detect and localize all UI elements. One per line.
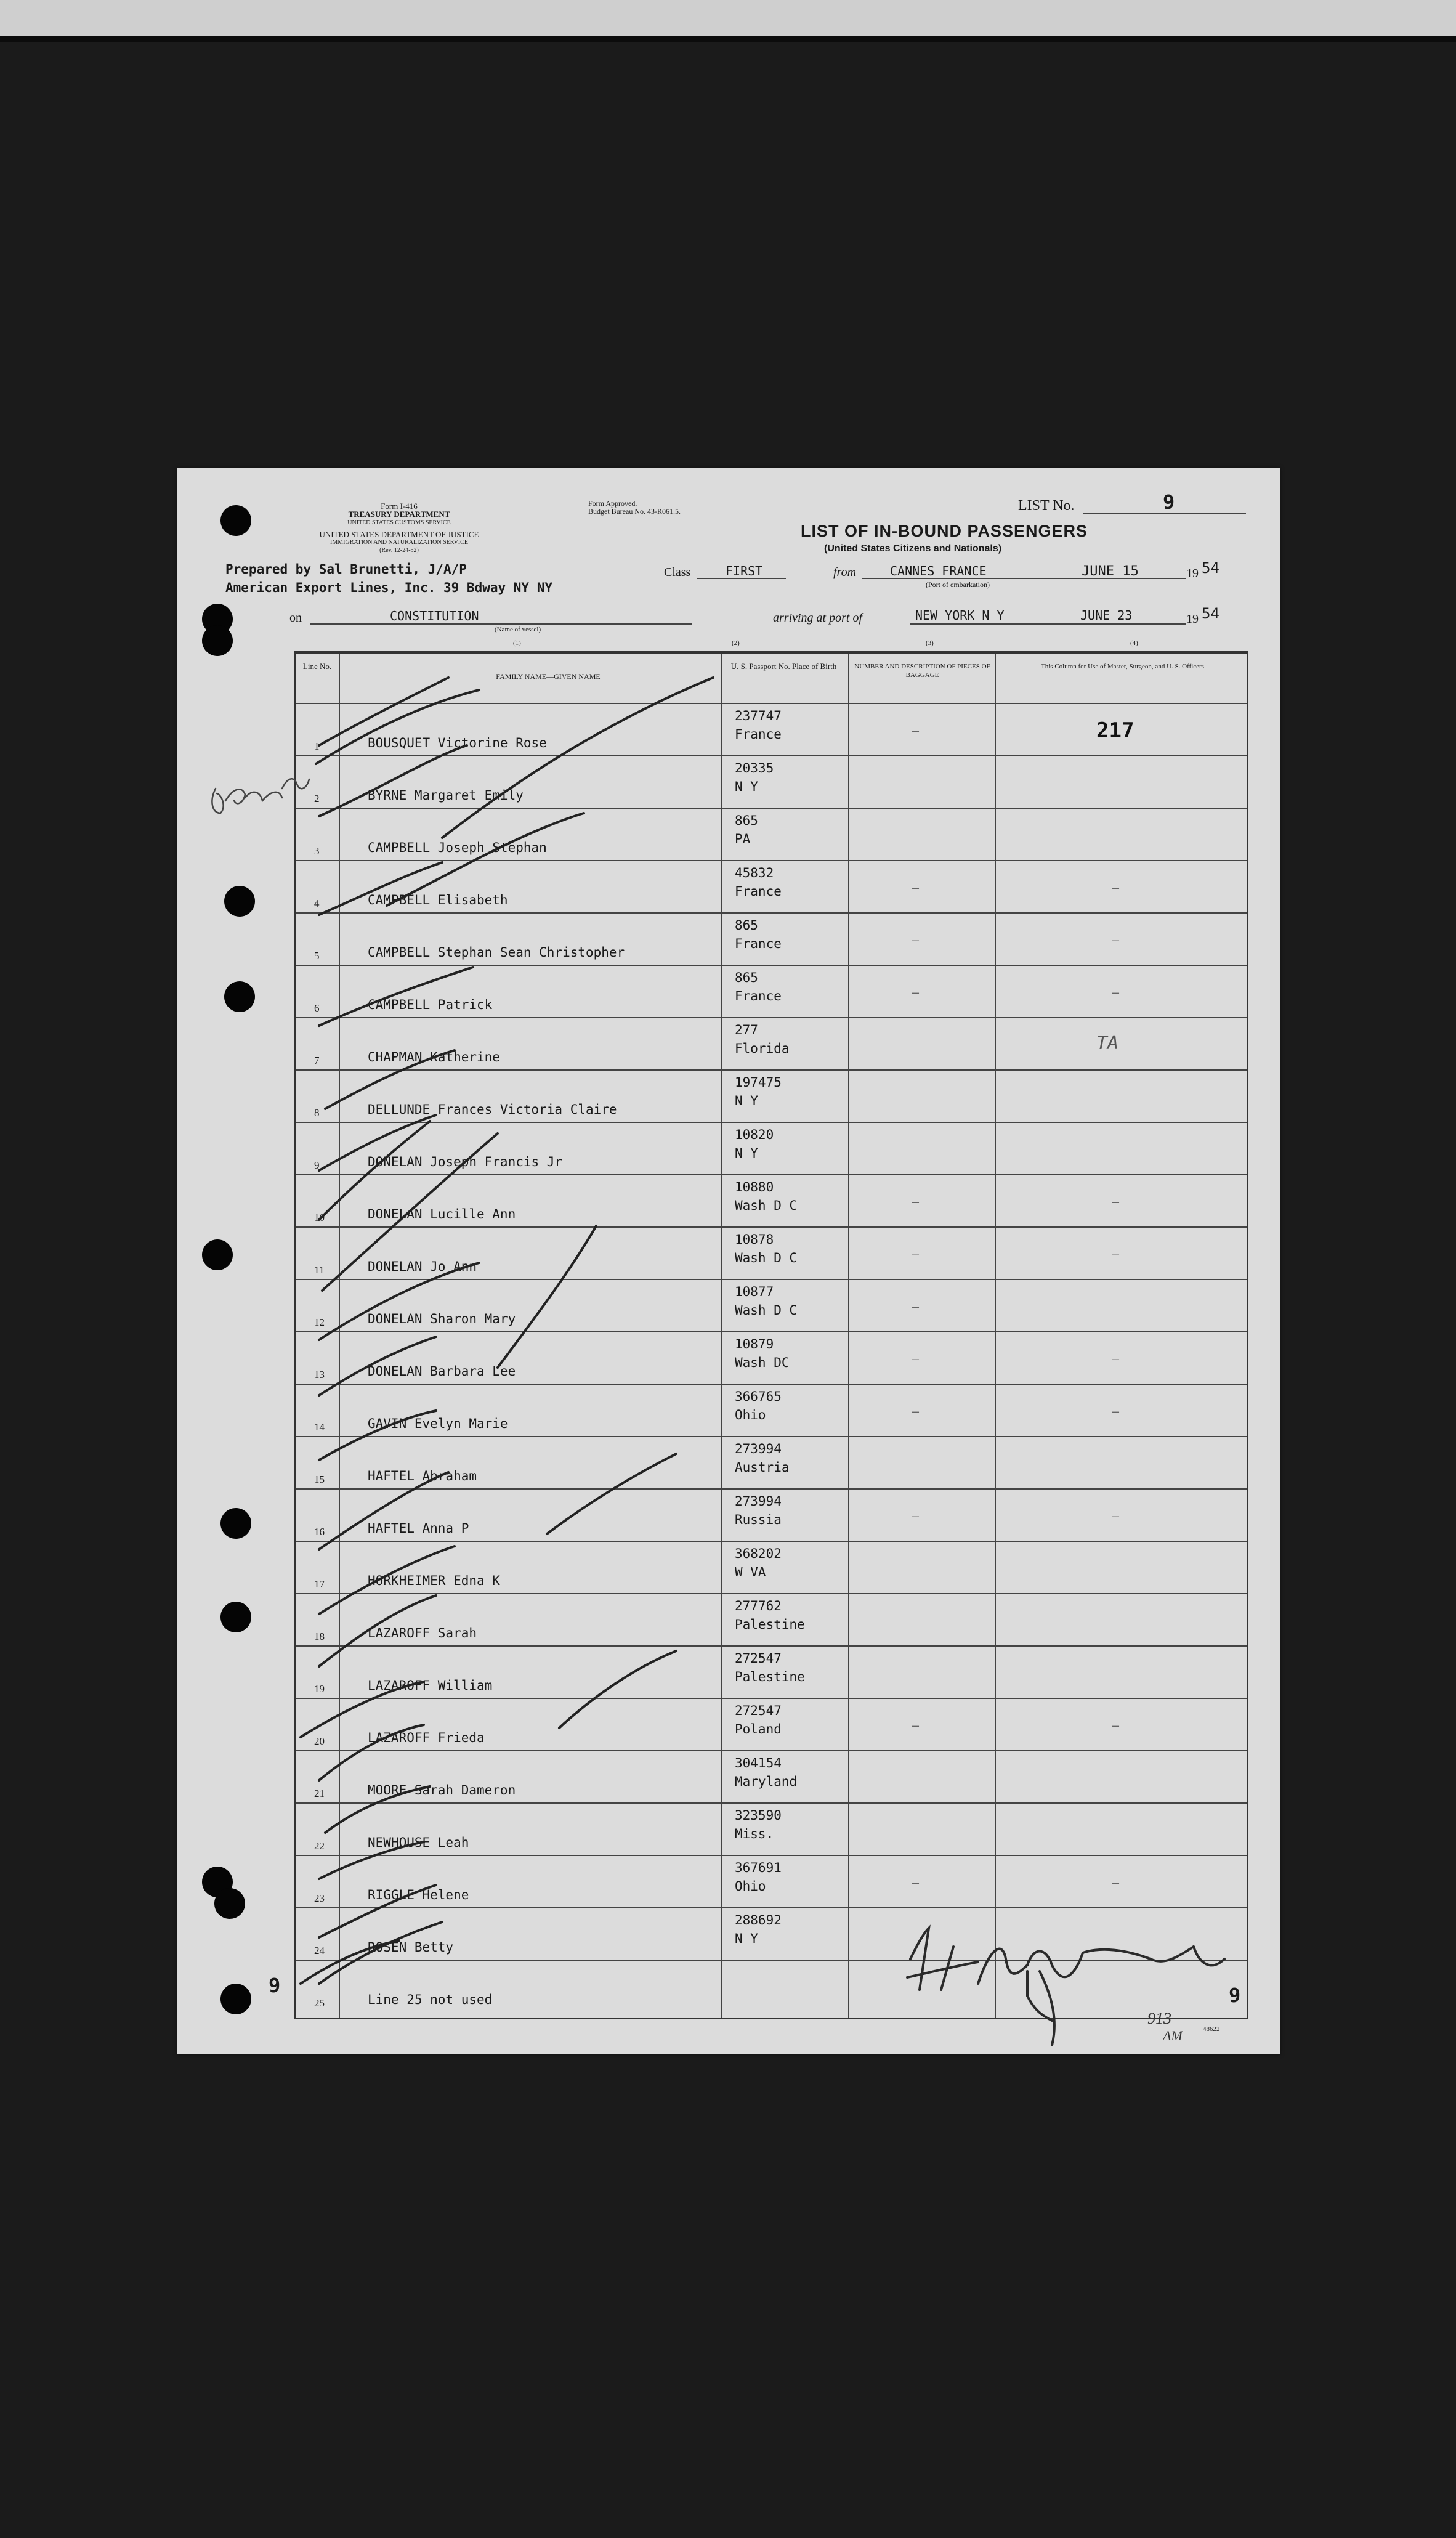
officer-dash: – — [1112, 1351, 1120, 1366]
from-label: from — [833, 566, 857, 579]
check-stroke — [319, 1842, 424, 1879]
place-of-birth: France — [735, 884, 782, 899]
check-stroke — [319, 1121, 430, 1220]
officer-dash: – — [1112, 984, 1120, 1000]
passenger-name: CAMPBELL Elisabeth — [368, 893, 508, 907]
officer-dash: – — [1112, 1508, 1120, 1523]
passenger-name: GAVIN Evelyn Marie — [368, 1416, 508, 1431]
line-number: 22 — [314, 1840, 325, 1852]
class-label: Class — [664, 566, 691, 579]
line-number: 25 — [314, 1997, 325, 2009]
page-title: LIST OF IN-BOUND PASSENGERS — [801, 522, 1088, 540]
line-number: 23 — [314, 1892, 325, 1904]
check-stroke — [301, 1940, 399, 1984]
passenger-name: CHAPMAN Katherine — [368, 1050, 500, 1064]
passenger-name: Line 25 not used — [368, 1992, 493, 2007]
prepared-by: Prepared by Sal Brunetti, J/A/P — [225, 562, 467, 577]
place-of-birth: Russia — [735, 1512, 782, 1527]
passenger-name: DONELAN Sharon Mary — [368, 1312, 516, 1326]
passport-number: 237747 — [735, 708, 782, 723]
passenger-name: CAMPBELL Patrick — [368, 997, 493, 1012]
line-number: 13 — [314, 1369, 325, 1380]
officer-dash: – — [1112, 1246, 1120, 1262]
line-number: 3 — [314, 845, 320, 857]
check-stroke — [316, 690, 479, 764]
check-stroke — [319, 1725, 424, 1780]
on-label: on — [289, 611, 302, 625]
passenger-name: DONELAN Joseph Francis Jr — [368, 1154, 563, 1169]
officer-signature — [907, 1928, 1224, 2045]
baggage-dash: – — [912, 723, 920, 738]
margin-number-left: 9 — [269, 1974, 281, 1997]
officer-dash: – — [1112, 880, 1120, 895]
check-stroke — [319, 862, 442, 915]
passport-number: 367691 — [735, 1860, 782, 1875]
line-number: 11 — [314, 1264, 325, 1276]
col-header-officers: This Column for Use of Master, Surgeon, and U. S. Officers — [1041, 663, 1204, 670]
vessel-name: CONSTITUTION — [390, 609, 479, 623]
check-stroke — [319, 1263, 479, 1340]
place-of-birth: N Y — [735, 1146, 758, 1161]
officer-dash: – — [1112, 1194, 1120, 1209]
line-number: 15 — [314, 1474, 325, 1485]
officer-dash: – — [1112, 1403, 1120, 1419]
year-prefix: 19 — [1186, 612, 1199, 626]
check-stroke — [387, 813, 584, 906]
passenger-name: BOUSQUET Victorine Rose — [368, 736, 547, 750]
embarkation-caption: (Port of embarkation) — [926, 580, 990, 589]
departure-date: JUNE 15 — [1082, 564, 1139, 579]
ins-service: IMMIGRATION AND NATURALIZATION SERVICE — [330, 539, 468, 546]
place-of-birth: N Y — [735, 1093, 758, 1108]
passenger-name: ROSEN Betty — [368, 1940, 454, 1955]
check-stroke — [325, 1786, 430, 1833]
line-number: 17 — [314, 1578, 325, 1590]
passport-number: 10878 — [735, 1232, 774, 1247]
line-number: 2 — [314, 793, 320, 805]
line-number: 5 — [314, 950, 320, 962]
check-stroke — [319, 1546, 455, 1614]
check-stroke — [319, 1337, 436, 1395]
form-number: Form I-416 — [381, 501, 418, 511]
line-number: 12 — [314, 1316, 325, 1328]
baggage-dash: – — [912, 1508, 920, 1523]
officer-note: 217 — [1096, 718, 1134, 743]
passenger-name: DONELAN Barbara Lee — [368, 1364, 516, 1379]
embarkation-port: CANNES FRANCE — [890, 564, 987, 578]
place-of-birth: Austria — [735, 1460, 790, 1475]
line-number: 14 — [314, 1421, 325, 1433]
col-num-2: (2) — [732, 639, 740, 647]
place-of-birth: N Y — [735, 1931, 758, 1946]
passport-number: 277762 — [735, 1599, 782, 1613]
line-number: 1 — [314, 740, 320, 752]
line-number: 8 — [314, 1107, 320, 1119]
passport-number: 272547 — [735, 1651, 782, 1666]
line-number: 19 — [314, 1683, 325, 1695]
shipping-company: American Export Lines, Inc. 39 Bdway NY NY — [225, 580, 553, 595]
passenger-name: LAZAROFF William — [368, 1678, 493, 1693]
margin-number-right: 9 — [1229, 1984, 1241, 2007]
col-header-baggage: NUMBER AND DESCRIPTION OF PIECES OF BAGGAGE — [854, 663, 990, 679]
baggage-dash: – — [912, 880, 920, 895]
list-number: 9 — [1163, 490, 1175, 514]
passenger-name: LAZAROFF Sarah — [368, 1626, 477, 1640]
justice-department: UNITED STATES DEPARTMENT OF JUSTICE — [319, 530, 479, 539]
line-number: 4 — [314, 898, 320, 909]
place-of-birth: Palestine — [735, 1617, 805, 1632]
place-of-birth: France — [735, 936, 782, 951]
arriving-label: arriving at port of — [773, 611, 863, 625]
passport-number: 20335 — [735, 761, 774, 776]
passport-number: 865 — [735, 970, 758, 985]
passenger-name: CAMPBELL Joseph Stephan — [368, 840, 547, 855]
officer-dash: – — [1112, 1717, 1120, 1733]
officer-note: TA — [1096, 1032, 1119, 1054]
line-number: 20 — [314, 1735, 325, 1747]
class-value: FIRST — [726, 564, 763, 578]
place-of-birth: France — [735, 989, 782, 1003]
col-header-passport: U. S. Passport No. Place of Birth — [730, 662, 837, 671]
passport-number: 323590 — [735, 1808, 782, 1823]
passenger-name: MOORE Sarah Dameron — [368, 1783, 516, 1798]
check-stroke — [498, 1226, 596, 1368]
place-of-birth: N Y — [735, 779, 758, 794]
form-revision: (Rev. 12-24-52) — [379, 547, 419, 554]
baggage-dash: – — [912, 1717, 920, 1733]
passport-number: 45832 — [735, 866, 774, 880]
passport-number: 304154 — [735, 1756, 782, 1770]
check-stroke — [319, 745, 467, 816]
passenger-name: DONELAN Jo Ann — [368, 1259, 477, 1274]
check-stroke — [547, 1454, 676, 1534]
baggage-dash: – — [912, 1351, 920, 1366]
check-stroke — [319, 967, 473, 1026]
check-stroke — [322, 1133, 498, 1291]
arrival-date: JUNE 23 — [1080, 608, 1133, 623]
line-number: 21 — [314, 1788, 325, 1799]
check-stroke — [442, 678, 713, 838]
check-stroke — [319, 678, 448, 745]
passenger-name: DONELAN Lucille Ann — [368, 1207, 516, 1222]
place-of-birth: Florida — [735, 1041, 790, 1056]
scan-border — [0, 36, 1456, 42]
check-stroke — [559, 1651, 676, 1728]
margin-annotation-scribble — [212, 779, 309, 813]
passport-number: 10879 — [735, 1337, 774, 1352]
year-prefix: 19 — [1186, 567, 1199, 580]
list-number-label: LIST No. — [1018, 498, 1075, 514]
place-of-birth: Ohio — [735, 1408, 766, 1422]
passenger-name: NEWHOUSE Leah — [368, 1835, 469, 1850]
line-number: 7 — [314, 1055, 320, 1066]
budget-bureau: Budget Bureau No. 43-R061.5. — [588, 507, 681, 516]
place-of-birth: Miss. — [735, 1826, 774, 1841]
line-number: 10 — [314, 1212, 325, 1223]
vessel-caption: (Name of vessel) — [495, 626, 541, 633]
place-of-birth: Wash D C — [735, 1251, 798, 1265]
line-number: 9 — [314, 1159, 320, 1171]
passport-number: 865 — [735, 813, 758, 828]
officer-dash: – — [1112, 1875, 1120, 1890]
baggage-dash: – — [912, 1246, 920, 1262]
department: TREASURY DEPARTMENT — [348, 509, 450, 519]
form-approved: Form Approved. — [588, 499, 637, 508]
baggage-dash: – — [912, 1299, 920, 1314]
passenger-name: CAMPBELL Stephan Sean Christopher — [368, 945, 625, 960]
officer-dash: – — [1112, 932, 1120, 947]
passenger-name: HORKHEIMER Edna K — [368, 1573, 500, 1588]
place-of-birth: Poland — [735, 1722, 782, 1737]
col-num-1: (1) — [513, 639, 521, 647]
passport-number: 273994 — [735, 1494, 782, 1509]
passport-number: 197475 — [735, 1075, 782, 1090]
form-code: 48622 — [1203, 2025, 1220, 2033]
check-stroke — [319, 1115, 436, 1170]
passport-number: 10820 — [735, 1127, 774, 1142]
line-number: 16 — [314, 1526, 325, 1538]
passport-number: 10880 — [735, 1180, 774, 1194]
baggage-dash: – — [912, 1403, 920, 1419]
footer-fraction-top: 913 — [1147, 2009, 1171, 2027]
baggage-dash: – — [912, 1875, 920, 1890]
col-header-line-no: Line No. — [302, 662, 332, 671]
line-number: 24 — [314, 1945, 325, 1956]
place-of-birth: Palestine — [735, 1669, 805, 1684]
place-of-birth: W VA — [735, 1565, 766, 1579]
passenger-name: BYRNE Margaret Emily — [368, 788, 524, 803]
passport-number: 288692 — [735, 1913, 782, 1928]
passport-number: 366765 — [735, 1389, 782, 1404]
scan-top-strip — [0, 0, 1456, 36]
passport-number: 273994 — [735, 1441, 782, 1456]
place-of-birth: Wash D C — [735, 1303, 798, 1318]
passport-number: 272547 — [735, 1703, 782, 1718]
page-subtitle: (United States Citizens and Nationals) — [824, 543, 1002, 554]
passenger-name: DELLUNDE Frances Victoria Claire — [368, 1102, 617, 1117]
place-of-birth: Maryland — [735, 1774, 798, 1789]
check-stroke — [319, 1922, 442, 1984]
departure-year: 54 — [1202, 559, 1219, 577]
passport-number: 277 — [735, 1023, 758, 1037]
place-of-birth: PA — [735, 832, 751, 846]
baggage-dash: – — [912, 1194, 920, 1209]
passport-number: 368202 — [735, 1546, 782, 1561]
passenger-name: HAFTEL Abraham — [368, 1469, 477, 1483]
passport-number: 10877 — [735, 1284, 774, 1299]
check-stroke — [325, 1050, 455, 1109]
footer-fraction-bottom: AM — [1163, 2028, 1183, 2043]
place-of-birth: Wash D C — [735, 1198, 798, 1213]
col-header-name: FAMILY NAME—GIVEN NAME — [496, 672, 601, 681]
col-num-4: (4) — [1130, 639, 1138, 647]
arrival-port: NEW YORK N Y — [915, 608, 1005, 623]
line-number: 18 — [314, 1631, 325, 1642]
manifest-page — [177, 468, 1280, 2054]
passport-number: 865 — [735, 918, 758, 933]
handwritten-check-marks — [177, 468, 1280, 2054]
arrival-year: 54 — [1202, 605, 1219, 622]
baggage-dash: – — [912, 984, 920, 1000]
passenger-name: LAZAROFF Frieda — [368, 1730, 485, 1745]
check-stroke — [319, 1595, 436, 1666]
check-stroke — [319, 1411, 436, 1460]
passenger-name: HAFTEL Anna P — [368, 1521, 469, 1536]
baggage-dash: – — [912, 932, 920, 947]
place-of-birth: Wash DC — [735, 1355, 790, 1370]
passenger-name: RIGGLE Helene — [368, 1887, 469, 1902]
line-number: 6 — [314, 1002, 320, 1014]
check-stroke — [319, 1472, 448, 1549]
col-num-3: (3) — [926, 639, 934, 647]
customs-service: UNITED STATES CUSTOMS SERVICE — [347, 519, 451, 526]
place-of-birth: France — [735, 727, 782, 742]
place-of-birth: Ohio — [735, 1879, 766, 1894]
